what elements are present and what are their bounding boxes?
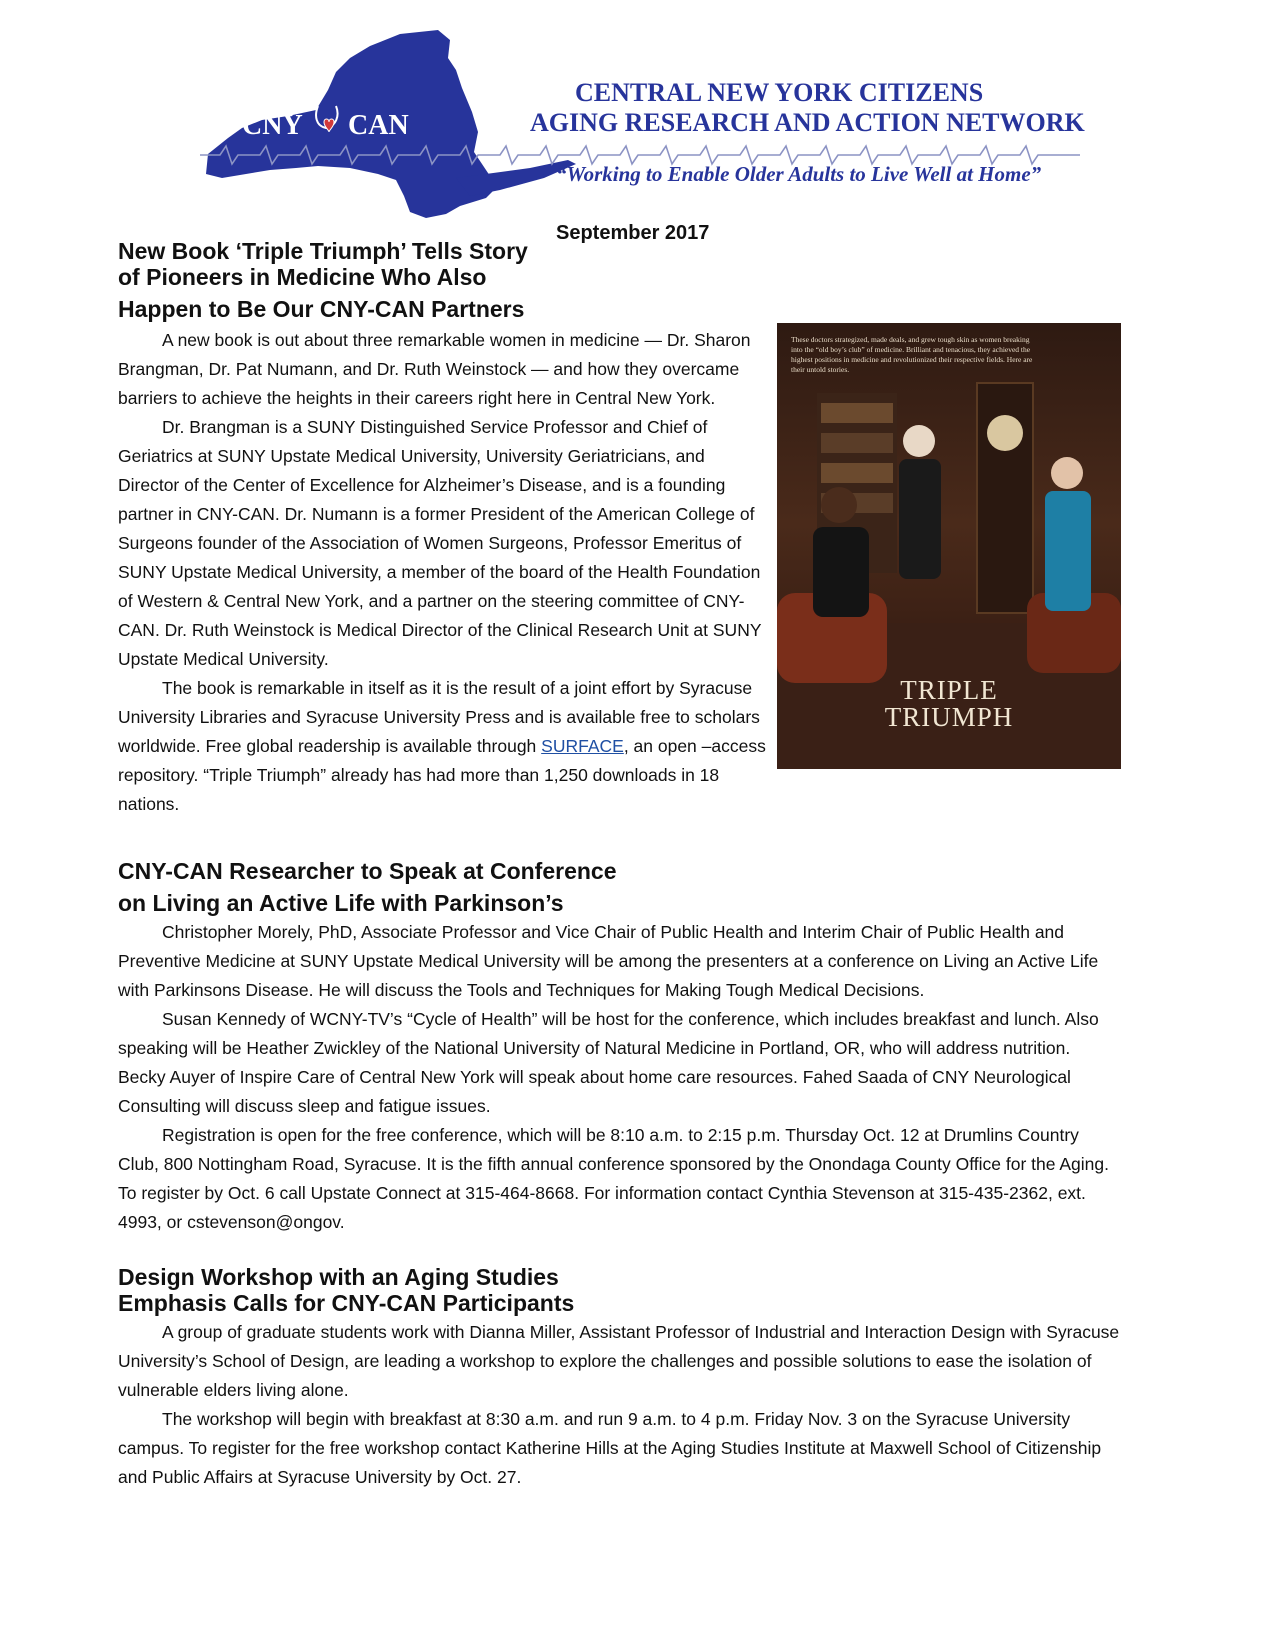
org-name-line2: AGING RESEARCH AND ACTION NETWORK xyxy=(530,108,1085,137)
article1-paragraph: Dr. Brangman is a SUNY Distinguished Service Professor and Chief of Geriatrics at SUNY Upstate Medical University, University Geriatricians, and Director of the Center of Excellence for Alzheimer’s Disease, and is a founding partner in CNY-CAN. Dr. Numann is a former President of the American College of Surgeons founder of the Association of Women Surgeons, Professor Emeritus of SUNY Upstate Medical University, a member of the board of the Health Foundation of Western & Central New York, and a partner on the steering committee of CNY-CAN. Dr. Ruth Weinstock is Medical Director of the Clinical Research Unit at SUNY Upstate Medical University. xyxy=(118,417,762,669)
article1-body xyxy=(118,326,766,819)
article1-headline-line1: New Book ‘Triple Triumph’ Tells Story xyxy=(118,238,528,264)
article1-headline-line2: of Pioneers in Medicine Who Also xyxy=(118,264,487,290)
article3-paragraph: The workshop will begin with breakfast at 8:30 a.m. and run 9 a.m. to 4 p.m. Friday Nov. 3 on the Syracuse University campus. To register for the free workshop contact Katherine Hills at the Aging Studies Institute at Maxwell School of Citizenship and Public Affairs at Syracuse University by Oct. 27. xyxy=(118,1409,1102,1487)
article2-body xyxy=(118,918,1122,1237)
article2-headline-line1: CNY-CAN Researcher to Speak at Conference xyxy=(118,858,617,884)
article3-headline xyxy=(118,1264,574,1316)
article1-paragraph xyxy=(118,674,766,819)
stethoscope-heart-icon xyxy=(310,102,350,142)
tagline: “Working to Enable Older Adults to Live Well at Home” xyxy=(556,162,1042,186)
book-cover-blurb: These doctors strategized, made deals, and grew tough skin as women breaking into the “old boy’s club” of medicine. Brilliant and tenacious, they achieved the highest positions in medicine and revolutionized their respective fields. Here are their untold stories. xyxy=(791,335,1033,374)
article3-body xyxy=(118,1318,1122,1492)
article1-headline-line3: Happen to Be Our CNY-CAN Partners xyxy=(118,296,525,322)
org-name-line1: CENTRAL NEW YORK CITIZENS xyxy=(575,78,984,107)
article1-paragraph: A new book is out about three remarkable women in medicine — Dr. Sharon Brangman, Dr. Pat Numann, and Dr. Ruth Weinstock — and how they overcame barriers to achieve the heights in their careers right here in Central New York. xyxy=(118,330,751,408)
article1-paragraph-text: , an open –access repository. “Triple Triumph” already has had more than 1,250 downloads in 18 nations. xyxy=(118,736,766,814)
letterhead xyxy=(200,28,1085,228)
article3-headline-line2: Emphasis Calls for CNY-CAN Participants xyxy=(118,1290,575,1316)
article2-paragraph: Registration is open for the free conference, which will be 8:10 a.m. to 2:15 p.m. Thursday Oct. 12 at Drumlins Country Club, 800 Nottingham Road, Syracuse. It is the fifth annual conference sponsored by the Onondaga County Office for the Aging. To register by Oct. 6 call Upstate Connect at 315-464-8668. For information contact Cynthia Stevenson at 315-435-2362, ext. 4993, or cstevenson@ongov. xyxy=(118,1125,1109,1232)
article2-headline xyxy=(118,855,617,919)
article2-headline-line2: on Living an Active Life with Parkinson’s xyxy=(118,890,564,916)
article2-paragraph: Susan Kennedy of WCNY-TV’s “Cycle of Health” will be host for the conference, which includes breakfast and lunch. Also speaking will be Heather Zwickley of the National University of Natural Medicine in Portland, OR, who will address nutrition. Becky Auyer of Inspire Care of Central New York will speak about home care resources. Fahed Saada of CNY Neurological Consulting will discuss sleep and fatigue issues. xyxy=(118,1009,1099,1116)
surface-link[interactable]: SURFACE xyxy=(541,736,624,756)
article3-paragraph: A group of graduate students work with Dianna Miller, Assistant Professor of Industrial and Interaction Design with Syracuse University’s School of Design, are leading a workshop to explore the challenges and possible solutions to ease the isolation of vulnerable elders living alone. xyxy=(118,1322,1120,1400)
book-cover-image xyxy=(777,323,1121,769)
book-cover-title: TRIPLE TRIUMPH xyxy=(884,675,1014,732)
logo-text-can: CAN xyxy=(348,110,409,141)
logo-text-cny: CNY xyxy=(242,110,303,141)
article1-paragraph-text: The book is remarkable in itself as it is the result of a joint effort by Syracuse University Libraries and Syracuse University Press and is available free to scholars worldwide. Free global readership is available through xyxy=(118,678,760,756)
article2-paragraph: Christopher Morely, PhD, Associate Professor and Vice Chair of Public Health and Interim Chair of Public Health and Preventive Medicine at SUNY Upstate Medical University will be among the presenters at a conference on Living an Active Life with Parkinsons Disease. He will discuss the Tools and Techniques for Making Tough Medical Decisions. xyxy=(118,922,1099,1000)
issue-date: September 2017 xyxy=(556,222,710,244)
article3-headline-line1: Design Workshop with an Aging Studies xyxy=(118,1264,559,1290)
article1-headline xyxy=(118,238,528,290)
